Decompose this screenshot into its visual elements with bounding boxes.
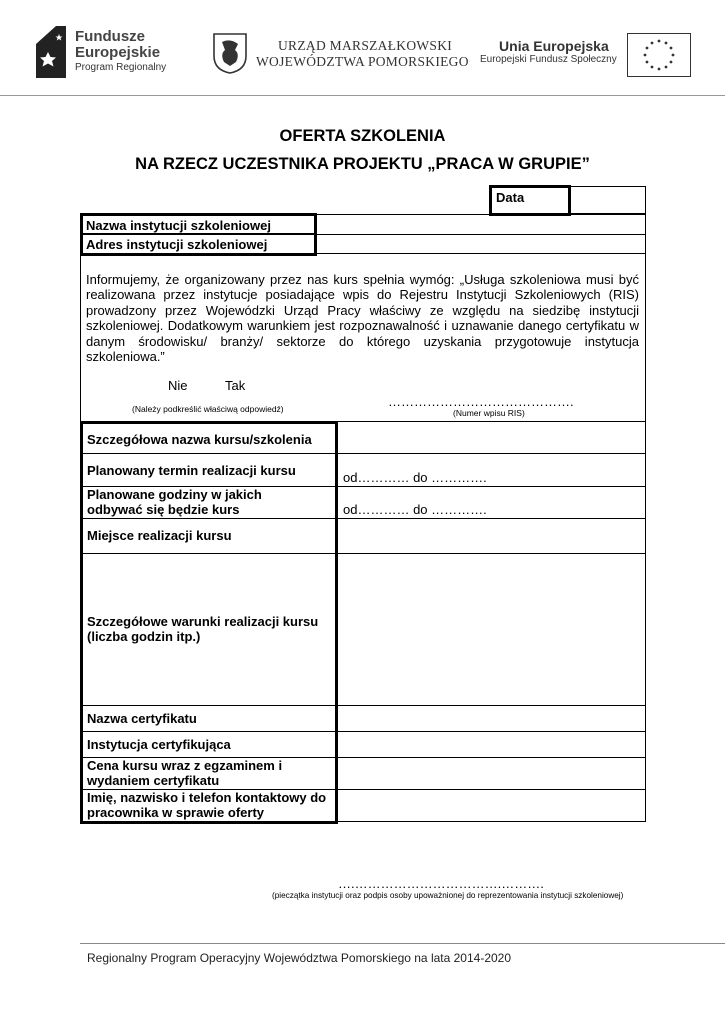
location-field[interactable] <box>340 520 645 552</box>
ue-line2: Europejski Fundusz Społeczny <box>480 54 617 65</box>
fe-line3: Program Regionalny <box>75 62 167 73</box>
underline-hint: (Należy podkreślić właściwą odpowiedź) <box>132 404 284 414</box>
institution-address-field[interactable] <box>320 236 644 253</box>
institution-name-field[interactable] <box>320 215 644 233</box>
cert-name-label: Nazwa certyfikatu <box>87 711 197 726</box>
pomorskie-crest-icon <box>212 32 248 74</box>
eu-flag-icon <box>627 33 691 77</box>
header-divider <box>0 95 725 96</box>
institution-address-label: Adres instytucji szkoleniowej <box>86 237 268 252</box>
footer-divider <box>80 943 725 944</box>
signature-field[interactable]: ….…………………………….………. <box>338 876 544 891</box>
unia-europejska-text <box>480 38 617 65</box>
planned-hours-field[interactable]: od………… do …………. <box>343 502 487 517</box>
conditions-field[interactable] <box>340 555 645 704</box>
ue-line1: Unia Europejska <box>499 38 609 54</box>
course-name-label: Szczegółowa nazwa kursu/szkolenia <box>87 432 312 447</box>
ris-number-label: (Numer wpisu RIS) <box>453 408 525 418</box>
institution-name-label: Nazwa instytucji szkoleniowej <box>86 218 271 233</box>
divider <box>80 553 646 554</box>
price-label: Cena kursu wraz z egzaminem i wydaniem certyfikatu <box>87 758 283 788</box>
signature-label: (pieczątka instytucji oraz podpis osoby upoważnionej do reprezentowania instytucji szkoleniowej) <box>272 891 624 900</box>
divider <box>80 233 317 235</box>
fe-line1: Fundusze <box>75 28 145 45</box>
option-no[interactable]: Nie <box>168 378 188 393</box>
cert-institution-label: Instytucja certyfikująca <box>87 737 231 752</box>
location-label: Miejsce realizacji kursu <box>87 528 232 543</box>
footer-text: Regionalny Program Operacyjny Województwa Pomorskiego na lata 2014-2020 <box>87 951 512 965</box>
planned-hours-label: Planowane godziny w jakich odbywać się będzie kurs <box>87 487 262 517</box>
urzad-line2: WOJEWÓDZTWA POMORSKIEGO <box>256 54 469 69</box>
planned-term-label: Planowany termin realizacji kursu <box>87 463 296 478</box>
date-field[interactable] <box>571 186 646 214</box>
divider <box>80 705 646 706</box>
fe-line2: Europejskie <box>75 44 161 61</box>
divider <box>80 731 646 732</box>
cert-name-field[interactable] <box>340 707 645 730</box>
course-name-field[interactable] <box>340 423 645 452</box>
ris-number-field[interactable]: ……………………………………. <box>388 394 574 409</box>
divider <box>80 518 646 519</box>
document-title: OFERTA SZKOLENIA <box>279 127 446 145</box>
divider <box>317 253 646 254</box>
fundusze-europejskie-text <box>75 29 166 75</box>
divider <box>317 234 646 235</box>
contact-label: Imię, nazwisko i telefon kontaktowy do pracownika w sprawie oferty <box>87 790 327 820</box>
option-yes[interactable]: Tak <box>225 378 246 393</box>
price-field[interactable] <box>340 759 645 788</box>
ris-info-text: Informujemy, że organizowany przez nas kurs spełnia wymóg: „Usługa szkoleniowa musi być realizowana przez instytucje posiadające wpis do Rejestru Instytucji Szkoleniowych (RIS) prowadzony przez Wojewódzki Urząd Pracy właściwy ze względu na siedzibę instytucji szkoleniowej. Dodatkowym warunkiem jest rozpoznawalność i uznawanie danego certyfikatu w danym środowisku/ branży/ sektorze do którego uzyskania przygotowuje instytucja szkoleniowa.” <box>86 272 639 365</box>
date-label: Data <box>496 190 525 205</box>
planned-term-field[interactable]: od………… do …………. <box>343 470 487 485</box>
divider <box>80 453 646 454</box>
fundusze-europejskie-logo <box>34 26 68 83</box>
document-subtitle: NA RZECZ UCZESTNIKA PROJEKTU „PRACA W GRUPIE” <box>135 155 590 173</box>
cert-institution-field[interactable] <box>340 733 645 756</box>
urzad-marszalkowski-text <box>256 38 469 70</box>
contact-field[interactable] <box>340 791 645 821</box>
divider <box>80 421 646 422</box>
urzad-line1: URZĄD MARSZAŁKOWSKI <box>278 38 453 53</box>
conditions-label: Szczegółowe warunki realizacji kursu (liczba godzin itp.) <box>87 614 319 644</box>
